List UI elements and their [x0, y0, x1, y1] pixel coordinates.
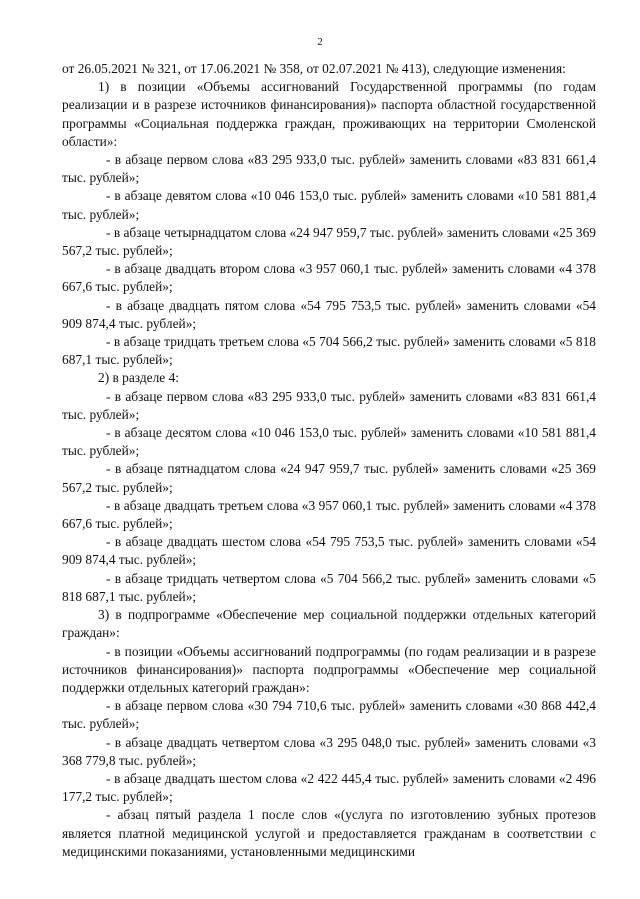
paragraph: - в абзаце десятом слова «10 046 153,0 тыс. рублей» заменить словами «10 581 881,4 тыс. рублей»; — [62, 425, 596, 459]
paragraph: - в абзаце пятнадцатом слова «24 947 959,7 тыс. рублей» заменить словами «25 369 567,2 тыс. рублей»; — [62, 461, 596, 495]
paragraph: - в абзаце двадцать пятом слова «54 795 753,5 тыс. рублей» заменить словами «54 909 874,4 тыс. рублей»; — [62, 297, 596, 331]
paragraph: - абзац пятый раздела 1 после слов «(услуга по изготовлению зубных протезов является платной медицинской услугой и предоставляется гражданам в соответствии с медицинскими показаниями, установленными медицинскими — [62, 807, 596, 859]
paragraph: - в абзаце четырнадцатом слова «24 947 959,7 тыс. рублей» заменить словами «25 369 567,2 тыс. рублей»; — [62, 224, 596, 259]
paragraph: 1) в позиции «Объемы ассигнований Государственной программы (по годам реализации и в разрезе источников финансирования)» паспорта областной государственной программы «Социальная поддержка граждан, проживающих на территории Смоленской области»: — [62, 79, 596, 149]
paragraph: - в абзаце двадцать третьем слова «3 957 060,1 тыс. рублей» заменить словами «4 378 667,6 тыс. рублей»; — [62, 497, 596, 532]
paragraph: - в абзаце тридцать третьем слова «5 704 566,2 тыс. рублей» заменить словами «5 818 687,1 тыс. рублей»; — [62, 334, 596, 368]
paragraph: - в абзаце тридцать четвертом слова «5 704 566,2 тыс. рублей» заменить словами «5 818 687,1 тыс. рублей»; — [62, 570, 596, 604]
paragraph: - в абзаце первом слова «83 295 933,0 тыс. рублей» заменить словами «83 831 661,4 тыс. рублей»; — [62, 152, 596, 186]
paragraph: - в абзаце двадцать втором слова «3 957 060,1 тыс. рублей» заменить словами «4 378 667,6 тыс. рублей»; — [62, 261, 596, 295]
paragraph: - в абзаце первом слова «83 295 933,0 тыс. рублей» заменить словами «83 831 661,4 тыс. рублей»; — [62, 388, 596, 422]
paragraph: - в абзаце двадцать четвертом слова «3 295 048,0 тыс. рублей» заменить словами «3 368 779,8 тыс. рублей»; — [62, 734, 596, 768]
paragraph: - в позиции «Объемы ассигнований подпрограммы (по годам реализации и в разрезе источников финансирования)» паспорта подпрограммы «Обеспечение мер социальной поддержки отдельных категорий граждан»: — [62, 643, 596, 695]
paragraph: - в абзаце первом слова «30 794 710,6 тыс. рублей» заменить словами «30 868 442,4 тыс. рублей»; — [62, 698, 596, 732]
document-body — [62, 60, 596, 861]
paragraph: 2) в разделе 4: — [98, 370, 180, 386]
paragraph: 3) в подпрограмме «Обеспечение мер социальной поддержки отдельных категорий граждан»: — [62, 607, 596, 641]
page-number: 2 — [317, 36, 323, 48]
paragraph: - в абзаце двадцать шестом слова «54 795 753,5 тыс. рублей» заменить словами «54 909 874,4 тыс. рублей»; — [62, 534, 596, 568]
paragraph: - в абзаце девятом слова «10 046 153,0 тыс. рублей» заменить словами «10 581 881,4 тыс. рублей»; — [62, 188, 596, 222]
paragraph: - в абзаце двадцать шестом слова «2 422 445,4 тыс. рублей» заменить словами «2 496 177,2 тыс. рублей»; — [62, 770, 596, 805]
paragraph: от 26.05.2021 № 321, от 17.06.2021 № 358, от 02.07.2021 № 413), следующие изменения: — [62, 61, 566, 76]
